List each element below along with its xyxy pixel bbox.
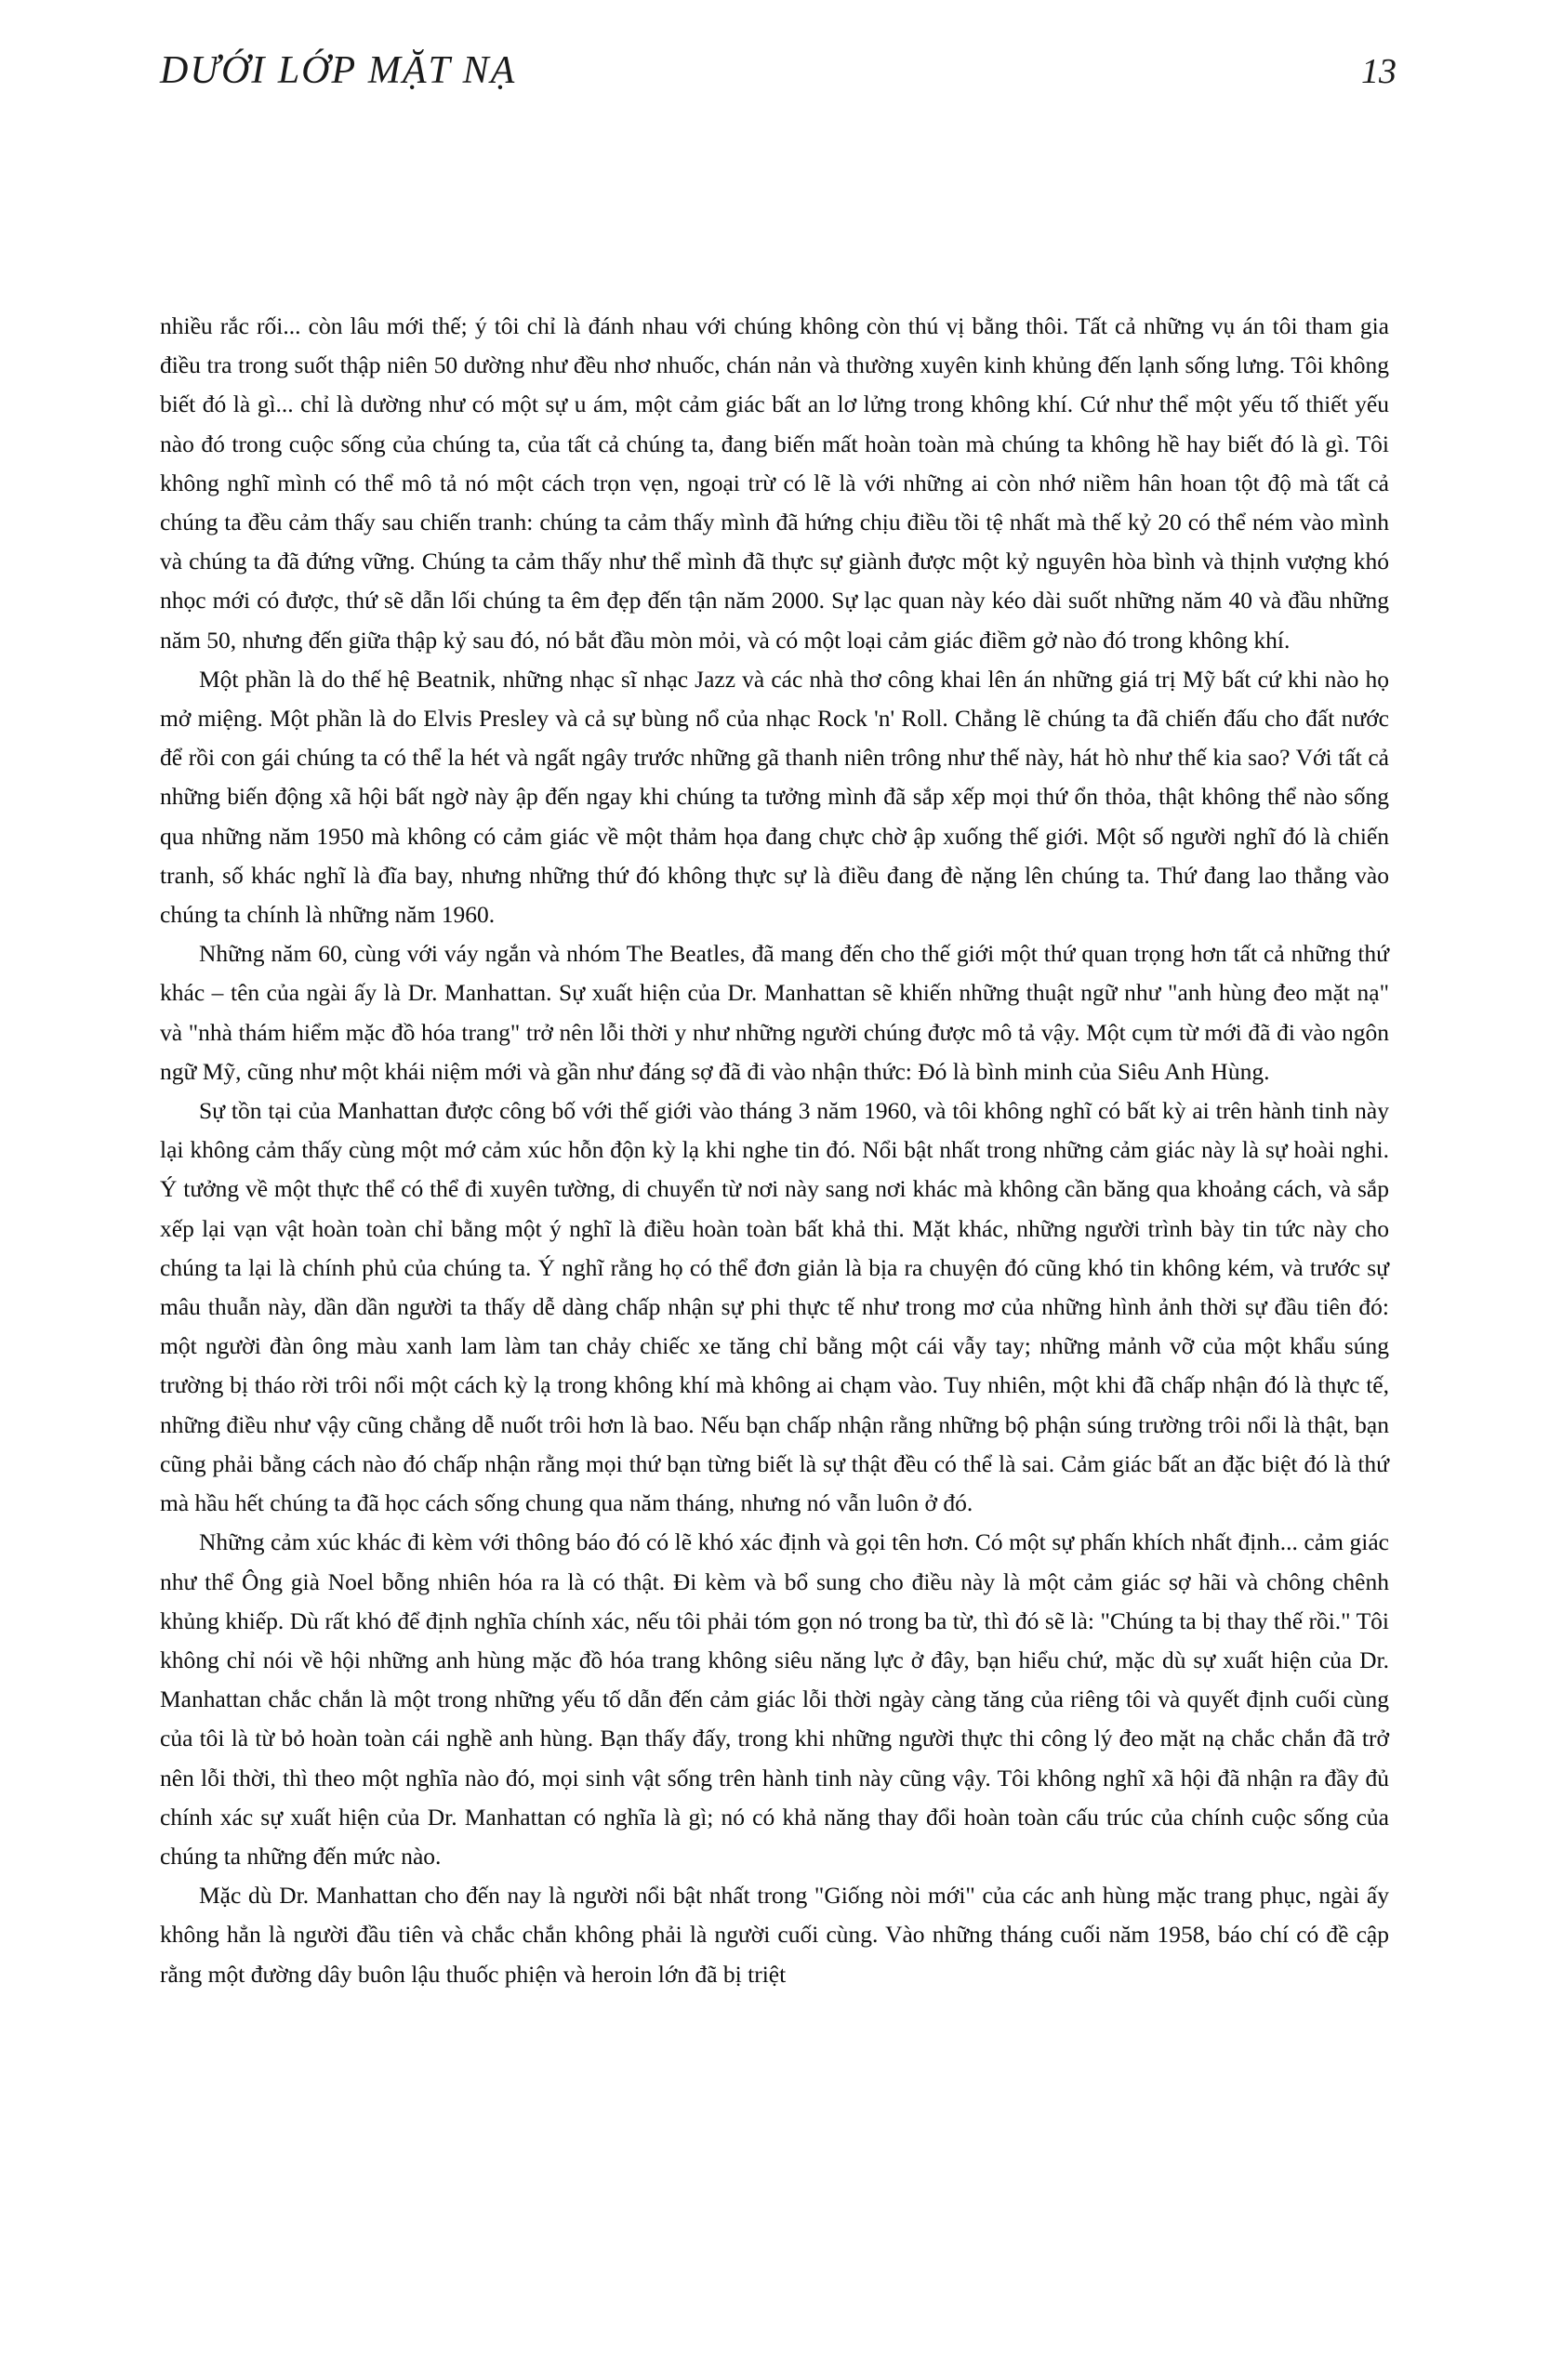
body-text (160, 307, 1389, 1994)
paragraph: nhiều rắc rối... còn lâu mới thế; ý tôi chỉ là đánh nhau với chúng không còn thú vị bằng thôi. Tất cả những vụ án tôi tham gia điều tra trong suốt thập niên 50 dường như đều nhơ nhuốc, chán nản và thường xuyên kinh khủng đến lạnh sống lưng. Tôi không biết đó là gì... chỉ là dường như có một sự u ám, một cảm giác bất an lơ lửng trong không khí. Cứ như thể một yếu tố thiết yếu nào đó trong cuộc sống của chúng ta, của tất cả chúng ta, đang biến mất hoàn toàn mà chúng ta không hề hay biết đó là gì. Tôi không nghĩ mình có thể mô tả nó một cách trọn vẹn, ngoại trừ có lẽ là với những ai còn nhớ niềm hân hoan tột độ mà tất cả chúng ta đều cảm thấy sau chiến tranh: chúng ta cảm thấy mình đã hứng chịu điều tồi tệ nhất mà thế kỷ 20 có thể ném vào mình và chúng ta đã đứng vững. Chúng ta cảm thấy như thể mình đã thực sự giành được một kỷ nguyên hòa bình và thịnh vượng khó nhọc mới có được, thứ sẽ dẫn lối chúng ta êm đẹp đến tận năm 2000. Sự lạc quan này kéo dài suốt những năm 40 và đầu những năm 50, nhưng đến giữa thập kỷ sau đó, nó bắt đầu mòn mỏi, và có một loại cảm giác điềm gở nào đó trong không khí. (160, 312, 1389, 654)
paragraph: Những năm 60, cùng với váy ngắn và nhóm The Beatles, đã mang đến cho thế giới một thứ quan trọng hơn tất cả những thứ khác – tên của ngài ấy là Dr. Manhattan. Sự xuất hiện của Dr. Manhattan sẽ khiến những thuật ngữ như "anh hùng đeo mặt nạ" và "nhà thám hiểm mặc đồ hóa trang" trở nên lỗi thời y như những người chúng được mô tả vậy. Một cụm từ mới đã đi vào ngôn ngữ Mỹ, cũng như một khái niệm mới và gần như đáng sợ đã đi vào nhận thức: Đó là bình minh của Siêu Anh Hùng. (160, 940, 1389, 1085)
paragraph: Sự tồn tại của Manhattan được công bố với thế giới vào tháng 3 năm 1960, và tôi không nghĩ có bất kỳ ai trên hành tinh này lại không cảm thấy cùng một mớ cảm xúc hỗn độn kỳ lạ khi nghe tin đó. Nổi bật nhất trong những cảm giác này là sự hoài nghi. Ý tưởng về một thực thể có thể đi xuyên tường, di chuyển từ nơi này sang nơi khác mà không cần băng qua khoảng cách, và sắp xếp lại vạn vật hoàn toàn chỉ bằng một ý nghĩ là điều hoàn toàn bất khả thi. Mặt khác, những người trình bày tin tức này cho chúng ta lại là chính phủ của chúng ta. Ý nghĩ rằng họ có thể đơn giản là bịa ra chuyện đó cũng khó tin không kém, và trước sự mâu thuẫn này, dần dần người ta thấy dễ dàng chấp nhận sự phi thực tế như trong mơ của những hình ảnh thời sự đầu tiên đó: một người đàn ông màu xanh lam làm tan chảy chiếc xe tăng chỉ bằng một cái vẫy tay; những mảnh vỡ của một khẩu súng trường bị tháo rời trôi nổi một cách kỳ lạ trong không khí mà không ai chạm vào. Tuy nhiên, một khi đã chấp nhận đó là thực tế, những điều như vậy cũng chẳng dễ nuốt trôi hơn là bao. Nếu bạn chấp nhận rằng những bộ phận súng trường trôi nổi là thật, bạn cũng phải bằng cách nào đó chấp nhận rằng mọi thứ bạn từng biết là sự thật đều có thể là sai. Cảm giác bất an đặc biệt đó là thứ mà hầu hết chúng ta đã học cách sống chung qua năm tháng, nhưng nó vẫn luôn ở đó. (160, 1097, 1389, 1517)
page-number: 13 (1361, 52, 1397, 91)
paragraph: Mặc dù Dr. Manhattan cho đến nay là người nổi bật nhất trong "Giống nòi mới" của các anh hùng mặc trang phục, ngài ấy không hẳn là người đầu tiên và chắc chắn không phải là người cuối cùng. Vào những tháng cuối năm 1958, báo chí có đề cập rằng một đường dây buôn lậu thuốc phiện và heroin lớn đã bị triệt (160, 1882, 1389, 1988)
paragraph: Một phần là do thế hệ Beatnik, những nhạc sĩ nhạc Jazz và các nhà thơ công khai lên án những giá trị Mỹ bất cứ khi nào họ mở miệng. Một phần là do Elvis Presley và cả sự bùng nổ của nhạc Rock 'n' Roll. Chẳng lẽ chúng ta đã chiến đấu cho đất nước để rồi con gái chúng ta có thể la hét và ngất ngây trước những gã thanh niên trông như thế này, hát hò như thế kia sao? Với tất cả những biến động xã hội bất ngờ này ập đến ngay khi chúng ta tưởng mình đã sắp xếp mọi thứ ổn thỏa, thật không thể nào sống qua những năm 1950 mà không có cảm giác về một thảm họa đang chực chờ ập xuống thế giới. Một số người nghĩ đó là chiến tranh, số khác nghĩ là đĩa bay, nhưng những thứ đó không thực sự là điều đang đè nặng lên chúng ta. Thứ đang lao thẳng vào chúng ta chính là những năm 1960. (160, 665, 1389, 929)
page-header (160, 48, 1397, 93)
book-title: DƯỚI LỚP MẶT NẠ (160, 49, 517, 92)
paragraph: Những cảm xúc khác đi kèm với thông báo đó có lẽ khó xác định và gọi tên hơn. Có một sự phấn khích nhất định... cảm giác như thể Ông già Noel bỗng nhiên hóa ra là có thật. Đi kèm và bổ sung cho điều này là một cảm giác sợ hãi và chông chênh khủng khiếp. Dù rất khó để định nghĩa chính xác, nếu tôi phải tóm gọn nó trong ba từ, thì đó sẽ là: "Chúng ta bị thay thế rồi." Tôi không chỉ nói về hội những anh hùng mặc đồ hóa trang không siêu năng lực ở đây, bạn hiểu chứ, mặc dù sự xuất hiện của Dr. Manhattan chắc chắn là một trong những yếu tố dẫn đến cảm giác lỗi thời ngày càng tăng của riêng tôi và quyết định cuối cùng của tôi là từ bỏ hoàn toàn cái nghề anh hùng. Bạn thấy đấy, trong khi những người thực thi công lý đeo mặt nạ chắc chắn đã trở nên lỗi thời, thì theo một nghĩa nào đó, mọi sinh vật sống trên hành tinh này cũng vậy. Tôi không nghĩ xã hội đã nhận ra đầy đủ chính xác sự xuất hiện của Dr. Manhattan có nghĩa là gì; nó có khả năng thay đổi hoàn toàn cấu trúc của chính cuộc sống của chúng ta những đến mức nào. (160, 1528, 1389, 1870)
